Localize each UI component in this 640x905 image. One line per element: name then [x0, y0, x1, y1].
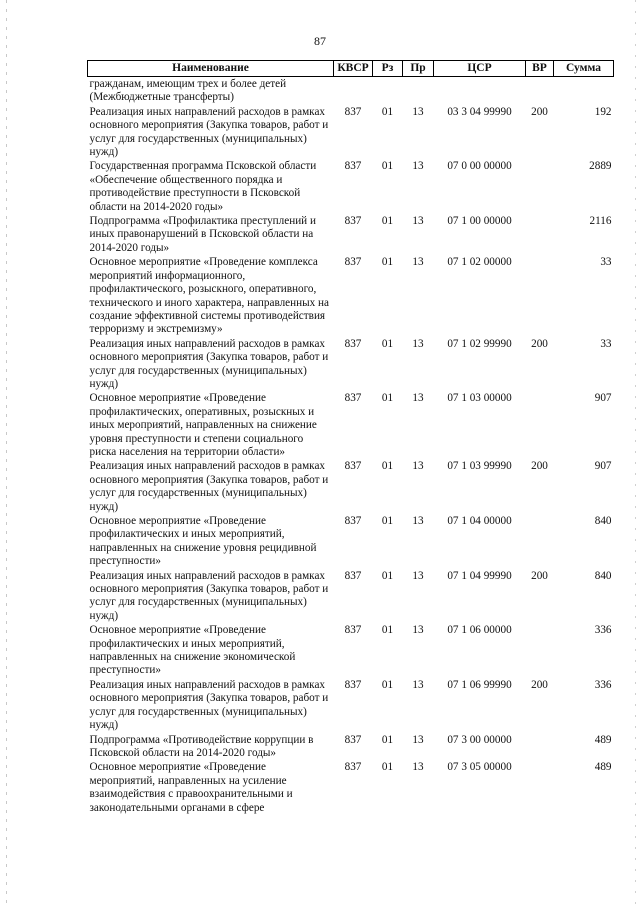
cell-kvsr: 837	[344, 256, 362, 269]
cell-pr: 13	[412, 160, 424, 173]
cell-name: Реализация иных направлений расходов в рамках основного мероприятия (Закупка товаров, работ и услуг для государственных (муниципальных) нужд)	[89, 678, 329, 732]
cell-pr: 13	[412, 624, 424, 637]
cell-sum: 907	[594, 460, 612, 473]
cell-sum: 192	[594, 105, 612, 118]
table-row	[88, 623, 614, 678]
cell-rz: 01	[381, 392, 394, 405]
cell-csr: 07 1 03 00000	[447, 392, 512, 405]
cell-pr: 13	[412, 215, 424, 228]
cell-kvsr: 837	[344, 733, 362, 746]
cell-rz: 01	[381, 624, 394, 637]
table-row	[88, 77, 614, 105]
cell-sum: 489	[594, 733, 612, 746]
cell-rz: 01	[381, 337, 394, 350]
table-row	[88, 214, 614, 255]
cell-name: Реализация иных направлений расходов в рамках основного мероприятия (Закупка товаров, работ и услуг для государственных (муниципальных) нужд)	[89, 569, 329, 622]
table-row	[88, 159, 614, 214]
cell-vr	[526, 514, 554, 569]
table-row	[88, 760, 614, 815]
cell-name: Реализация иных направлений расходов в рамках основного мероприятия (Закупка товаров, работ и услуг для государственных (муниципальных) нужд)	[89, 460, 329, 513]
cell-sum: 907	[594, 392, 612, 405]
cell-kvsr: 837	[344, 460, 362, 473]
cell-rz: 01	[381, 678, 394, 691]
cell-pr: 13	[412, 460, 424, 473]
scan-edge-right	[635, 0, 636, 905]
cell-name: Основное мероприятие «Проведение профилактических и иных мероприятий, направленных на снижение уровня рецидивной преступности»	[89, 515, 317, 568]
cell-sum: 33	[600, 256, 612, 269]
cell-csr: 07 1 02 99990	[447, 337, 512, 350]
table-row	[88, 678, 614, 733]
cell-name: Основное мероприятие «Проведение мероприятий, направленных на усиление взаимодействия с правоохранительными и законодательными органами в сфере	[89, 761, 293, 814]
cell-name: Реализация иных направлений расходов в рамках основного мероприятия (Закупка товаров, работ и услуг для государственных (муниципальных) нужд)	[89, 337, 329, 390]
cell-kvsr: 837	[344, 337, 362, 350]
cell-sum: 336	[594, 678, 612, 691]
cell-vr	[526, 623, 554, 678]
cell-csr: 07 3 00 00000	[447, 733, 512, 746]
cell-name: Основное мероприятие «Проведение профилактических, оперативных, розыскных и иных мероприятий, направленных на снижение уровня преступности и степени социального риска населения на территории области»	[89, 392, 317, 458]
cell-vr: 200	[531, 678, 548, 691]
cell-pr	[403, 77, 434, 105]
table-row	[88, 733, 614, 761]
cell-csr: 07 3 05 00000	[447, 761, 512, 774]
cell-rz: 01	[381, 105, 394, 118]
page-number: 87	[314, 34, 326, 48]
cell-vr: 200	[531, 105, 548, 118]
header-pr: Пр	[403, 61, 434, 77]
cell-csr: 07 1 00 00000	[447, 215, 512, 228]
cell-rz: 01	[381, 761, 394, 774]
cell-csr: 07 1 06 00000	[447, 624, 512, 637]
cell-name: Основное мероприятие «Проведение комплекса мероприятий информационного, профилактического, розыскного, оперативного, технического и иного характера, направленных на создание эффективной системы противодействия терроризму и экстремизму»	[89, 256, 329, 336]
cell-pr: 13	[412, 761, 424, 774]
cell-sum: 2889	[589, 160, 612, 173]
cell-csr: 07 1 02 00000	[447, 256, 512, 269]
cell-pr: 13	[412, 678, 424, 691]
cell-kvsr: 837	[344, 624, 362, 637]
cell-kvsr: 837	[344, 215, 362, 228]
cell-vr	[526, 214, 554, 255]
cell-pr: 13	[412, 256, 424, 269]
table-row	[88, 569, 614, 624]
cell-pr: 13	[412, 392, 424, 405]
cell-csr: 07 0 00 00000	[447, 160, 512, 173]
cell-vr: 200	[531, 569, 548, 582]
header-kvsr: КВСР	[334, 61, 373, 77]
header-name: Наименование	[88, 61, 334, 77]
cell-sum: 840	[594, 515, 612, 527]
cell-vr	[526, 391, 554, 459]
cell-pr: 13	[412, 105, 424, 118]
cell-name: Основное мероприятие «Проведение профилактических и иных мероприятий, направленных на снижение экономической преступности»	[89, 624, 296, 677]
cell-pr: 13	[412, 733, 424, 746]
cell-kvsr: 837	[344, 761, 362, 774]
table-row	[88, 391, 614, 459]
cell-vr: 200	[531, 460, 548, 473]
cell-csr: 07 1 03 99990	[447, 460, 512, 473]
cell-kvsr: 837	[344, 515, 362, 527]
cell-sum: 489	[594, 761, 612, 774]
cell-kvsr: 837	[344, 160, 362, 173]
cell-rz	[373, 77, 403, 105]
table-row	[88, 105, 614, 160]
cell-sum: 2116	[589, 215, 612, 228]
cell-csr: 07 1 04 00000	[447, 515, 512, 527]
table-row	[88, 514, 614, 569]
cell-kvsr: 837	[344, 105, 362, 118]
cell-pr: 13	[412, 569, 424, 582]
header-csr: ЦСР	[434, 61, 526, 77]
cell-rz: 01	[381, 215, 394, 228]
cell-kvsr	[334, 77, 373, 105]
cell-rz: 01	[381, 256, 394, 269]
cell-csr	[434, 77, 526, 105]
cell-kvsr: 837	[344, 678, 362, 691]
budget-table	[87, 60, 614, 815]
cell-rz: 01	[381, 460, 394, 473]
cell-csr: 07 1 04 99990	[447, 569, 512, 582]
cell-rz: 01	[381, 733, 394, 746]
cell-rz: 01	[381, 515, 394, 527]
cell-pr: 13	[412, 515, 424, 527]
table-body	[88, 77, 614, 815]
cell-name: Государственная программа Псковской области «Обеспечение общественного порядка и противодействие преступности в Псковской области на 2014-2020 годы»	[89, 160, 317, 213]
table-header-row	[88, 61, 614, 77]
cell-rz: 01	[381, 160, 394, 173]
cell-vr	[526, 733, 554, 761]
cell-sum: 840	[594, 569, 612, 582]
cell-name: гражданам, имеющим трех и более детей (Межбюджетные трансферты)	[89, 78, 287, 104]
cell-vr	[526, 760, 554, 815]
table-row	[88, 459, 614, 514]
cell-vr	[526, 255, 554, 336]
cell-rz: 01	[381, 569, 394, 582]
cell-csr: 03 3 04 99990	[447, 105, 512, 118]
cell-name: Подпрограмма «Профилактика преступлений и иных правонарушений в Псковской области на 2014-2020 годы»	[89, 215, 316, 254]
cell-sum: 33	[600, 337, 612, 350]
table-row	[88, 255, 614, 336]
cell-vr	[526, 77, 554, 105]
cell-kvsr: 837	[344, 392, 362, 405]
cell-name: Подпрограмма «Противодействие коррупции в Псковской области на 2014-2020 годы»	[89, 733, 314, 759]
cell-name: Реализация иных направлений расходов в рамках основного мероприятия (Закупка товаров, работ и услуг для государственных (муниципальных) нужд)	[89, 105, 329, 159]
cell-pr: 13	[412, 337, 424, 350]
header-sum: Сумма	[554, 61, 614, 77]
table-row	[88, 337, 614, 392]
cell-sum	[554, 77, 614, 105]
cell-vr	[526, 159, 554, 214]
cell-kvsr: 837	[344, 569, 362, 582]
cell-sum: 336	[594, 624, 612, 637]
cell-csr: 07 1 06 99990	[447, 678, 512, 691]
header-rz: Рз	[373, 61, 403, 77]
cell-vr: 200	[531, 337, 548, 350]
scan-edge-left	[6, 0, 7, 905]
header-vr: ВР	[526, 61, 554, 77]
